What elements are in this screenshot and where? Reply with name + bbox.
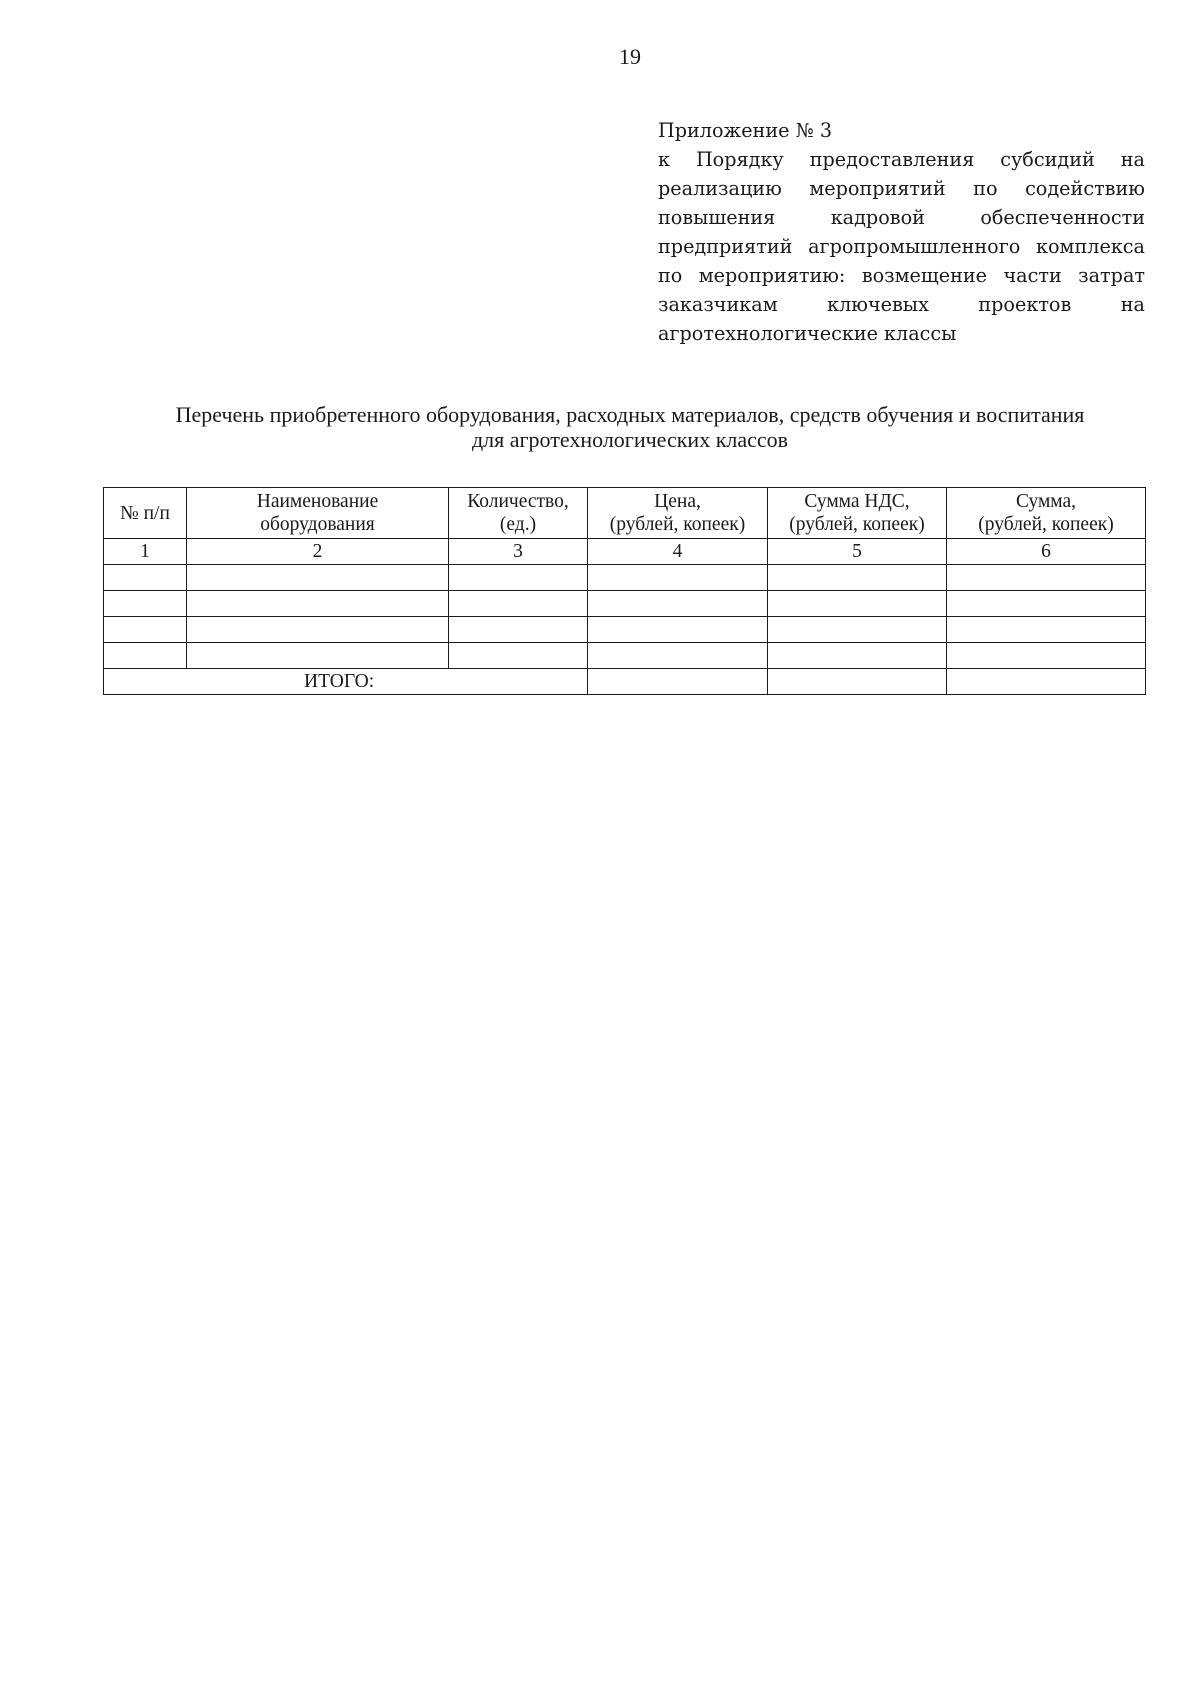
table-cell[interactable] xyxy=(187,565,449,591)
appendix-word: кадровой xyxy=(830,206,925,229)
page-number: 19 xyxy=(619,44,641,69)
table-cell[interactable] xyxy=(104,617,187,643)
header-cell-price xyxy=(588,488,768,539)
table-cell[interactable] xyxy=(449,617,588,643)
table-cell[interactable] xyxy=(768,617,947,643)
header-price-line2: (рублей, копеек) xyxy=(609,514,746,535)
document-title-line-2: для агротехнологических классов xyxy=(471,427,789,452)
table-cell[interactable] xyxy=(947,565,1146,591)
table-row xyxy=(104,643,1146,669)
appendix-word: предприятий xyxy=(658,235,793,258)
appendix-line xyxy=(658,203,1145,232)
column-number-cell: 3 xyxy=(449,539,588,565)
column-number-cell: 6 xyxy=(947,539,1146,565)
header-price-line1: Цена, xyxy=(654,491,701,512)
equipment-table xyxy=(103,487,1146,695)
appendix-word: комплекса xyxy=(1036,235,1145,258)
appendix-line xyxy=(658,174,1145,203)
appendix-word: мероприятию: xyxy=(698,264,846,287)
header-cell-sum xyxy=(947,488,1146,539)
header-cell-vat xyxy=(768,488,947,539)
header-number-text: № п/п xyxy=(120,502,170,524)
table-cell[interactable] xyxy=(449,643,588,669)
appendix-title: Приложение № 3 xyxy=(658,119,833,142)
table-cell[interactable] xyxy=(768,591,947,617)
table-cell[interactable] xyxy=(947,617,1146,643)
appendix-word: агропромышленного xyxy=(808,235,1021,258)
table-cell[interactable] xyxy=(449,591,588,617)
table-cell[interactable] xyxy=(187,643,449,669)
column-number-cell: 1 xyxy=(104,539,187,565)
total-vat-cell xyxy=(768,669,947,695)
appendix-word: проектов xyxy=(978,293,1072,316)
total-label: ИТОГО: xyxy=(104,669,588,695)
appendix-word: предоставления xyxy=(809,148,975,171)
table-cell[interactable] xyxy=(187,591,449,617)
table-cell[interactable] xyxy=(449,565,588,591)
header-cell-quantity xyxy=(449,488,588,539)
appendix-line xyxy=(658,145,1145,174)
table-cell[interactable] xyxy=(588,565,768,591)
appendix-word: заказчикам xyxy=(658,293,778,316)
total-sum-cell xyxy=(947,669,1146,695)
appendix-word: содействию xyxy=(1025,177,1145,200)
table-cell[interactable] xyxy=(104,565,187,591)
document-title xyxy=(100,402,1160,452)
table-cell[interactable] xyxy=(768,565,947,591)
header-quantity-line2: (ед.) xyxy=(499,514,537,535)
appendix-word: по xyxy=(973,177,998,200)
table-cell[interactable] xyxy=(104,643,187,669)
table-cell[interactable] xyxy=(768,643,947,669)
table-row xyxy=(104,591,1146,617)
appendix-word: на xyxy=(1120,148,1145,171)
appendix-word: повышения xyxy=(658,206,776,229)
column-number-row xyxy=(104,539,1146,565)
appendix-line xyxy=(658,232,1145,261)
table-cell[interactable] xyxy=(588,591,768,617)
table-cell[interactable] xyxy=(588,617,768,643)
appendix-body xyxy=(658,145,1145,319)
appendix-word: обеспеченности xyxy=(980,206,1145,229)
table-cell[interactable] xyxy=(947,643,1146,669)
header-vat-line1: Сумма НДС, xyxy=(804,491,910,512)
appendix-word: возмещение xyxy=(861,264,988,287)
appendix-header xyxy=(658,116,1145,348)
header-cell-name xyxy=(187,488,449,539)
header-name-line2: оборудования xyxy=(260,514,375,535)
header-vat-line2: (рублей, копеек) xyxy=(789,514,925,535)
appendix-word: по xyxy=(658,264,683,287)
table-header-row xyxy=(104,488,1146,539)
table-row xyxy=(104,617,1146,643)
header-cell-number xyxy=(104,488,187,539)
appendix-word: к xyxy=(658,148,670,171)
appendix-last-line: агротехнологические классы xyxy=(658,322,957,345)
appendix-word: Порядку xyxy=(695,148,784,171)
table-row xyxy=(104,565,1146,591)
appendix-word: части xyxy=(1003,264,1062,287)
appendix-word: мероприятий xyxy=(809,177,946,200)
appendix-word: затрат xyxy=(1078,264,1145,287)
table-cell[interactable] xyxy=(588,643,768,669)
column-number-cell: 2 xyxy=(187,539,449,565)
header-quantity-line1: Количество, xyxy=(467,491,569,512)
appendix-word: ключевых xyxy=(827,293,929,316)
total-price-cell xyxy=(588,669,768,695)
appendix-line xyxy=(658,261,1145,290)
table-cell[interactable] xyxy=(104,591,187,617)
table-cell[interactable] xyxy=(947,591,1146,617)
appendix-word: реализацию xyxy=(658,177,782,200)
document-title-line-1: Перечень приобретенного оборудования, расходных материалов, средств обучения и воспитания xyxy=(175,402,1085,427)
table-cell[interactable] xyxy=(187,617,449,643)
header-name-line1: Наименование xyxy=(256,491,379,512)
column-number-cell: 4 xyxy=(588,539,768,565)
header-sum-line1: Сумма, xyxy=(1015,491,1077,512)
appendix-line xyxy=(658,290,1145,319)
header-sum-line2: (рублей, копеек) xyxy=(978,514,1114,535)
appendix-word: на xyxy=(1120,293,1145,316)
total-row xyxy=(104,669,1146,695)
column-number-cell: 5 xyxy=(768,539,947,565)
appendix-word: субсидий xyxy=(1000,148,1095,171)
